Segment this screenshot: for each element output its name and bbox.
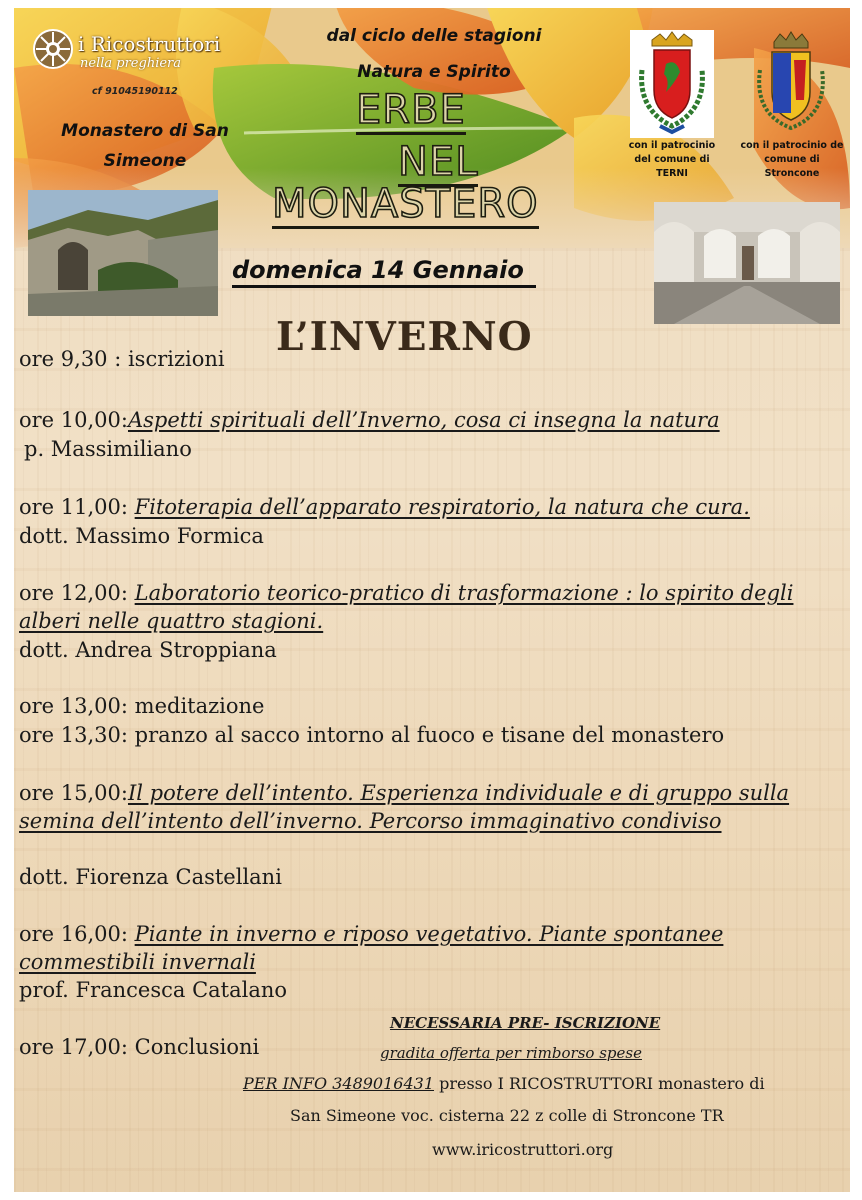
poster [14,8,850,1192]
logo-subtitle: nella preghiera [80,56,182,71]
logo-title: i Ricostruttori [78,32,221,56]
fiscal-code: cf 91045190112 [92,86,178,97]
stroncone-coat-of-arms-icon [746,30,836,138]
cloister-photo [654,202,840,324]
program-item-6: ore 13,30: pranzo al sacco intorno al fuoco e tisane del monastero [19,723,725,747]
program-item-4: ore 12,00: Laboratorio teorico-pratico di trasformazione : lo spirito degli alberi nelle quattro stagioni. [19,581,794,633]
offer-note: gradita offerta per rimborso spese [380,1044,642,1062]
season-title: L’INVERNO [276,314,533,360]
address: San Simeone voc. cisterna 22 z colle di Stroncone TR [290,1106,724,1125]
event-date: domenica 14 Gennaio [232,255,536,288]
program-speaker-2: p. Massimiliano [24,437,192,461]
website-link[interactable]: www.iricostruttori.org [432,1140,614,1159]
program-speaker-3: dott. Massimo Formica [19,524,264,548]
patronage-stroncone: con il patrocinio de comune di Stroncone [740,140,844,179]
series-line: dal ciclo delle stagioni [326,26,542,46]
title-monastero: MONASTERO [272,181,539,227]
program-speaker-4: dott. Andrea Stroppiana [19,638,277,662]
series-subtitle: Natura e Spirito [357,62,511,82]
program-item-2: ore 10,00:Aspetti spirituali dell’Inverno, cosa ci insegna la natura [19,408,720,432]
title-nel: NEL [398,139,479,185]
patronage-terni: con il patrocinio del comune di TERNI [628,140,716,179]
preregistration-note: NECESSARIA PRE- ISCRIZIONE [390,1014,661,1032]
monastery-name: Monastero di San Simeone [61,121,229,171]
program-item-3: ore 11,00: Fitoterapia dell’apparato respiratorio, la natura che cura. [19,495,750,519]
title-erbe: ERBE [356,87,466,133]
info-line: PER INFO 3489016431 presso I RICOSTRUTTORI monastero di [243,1074,765,1093]
monastery-ruins-photo [28,190,218,316]
program-item-1: ore 9,30 : iscrizioni [19,347,225,371]
program-item-9: ore 17,00: Conclusioni [19,1035,260,1059]
program-item-5: ore 13,00: meditazione [19,694,265,718]
program-speaker-8: prof. Francesca Catalano [19,978,288,1002]
info-phone[interactable]: PER INFO 3489016431 [243,1074,434,1093]
program-item-8: ore 16,00: Piante in inverno e riposo vegetativo. Piante spontanee commestibili invernali [19,922,724,974]
program-speaker-7: dott. Fiorenza Castellani [19,865,282,889]
program-item-7: ore 15,00:Il potere dell’intento. Esperienza individuale e di gruppo sulla semina dell’intento dell’inverno. Percorso immaginativo condiviso [19,781,790,833]
ricostruttori-logo-icon [32,28,74,70]
terni-coat-of-arms-icon [630,30,714,138]
